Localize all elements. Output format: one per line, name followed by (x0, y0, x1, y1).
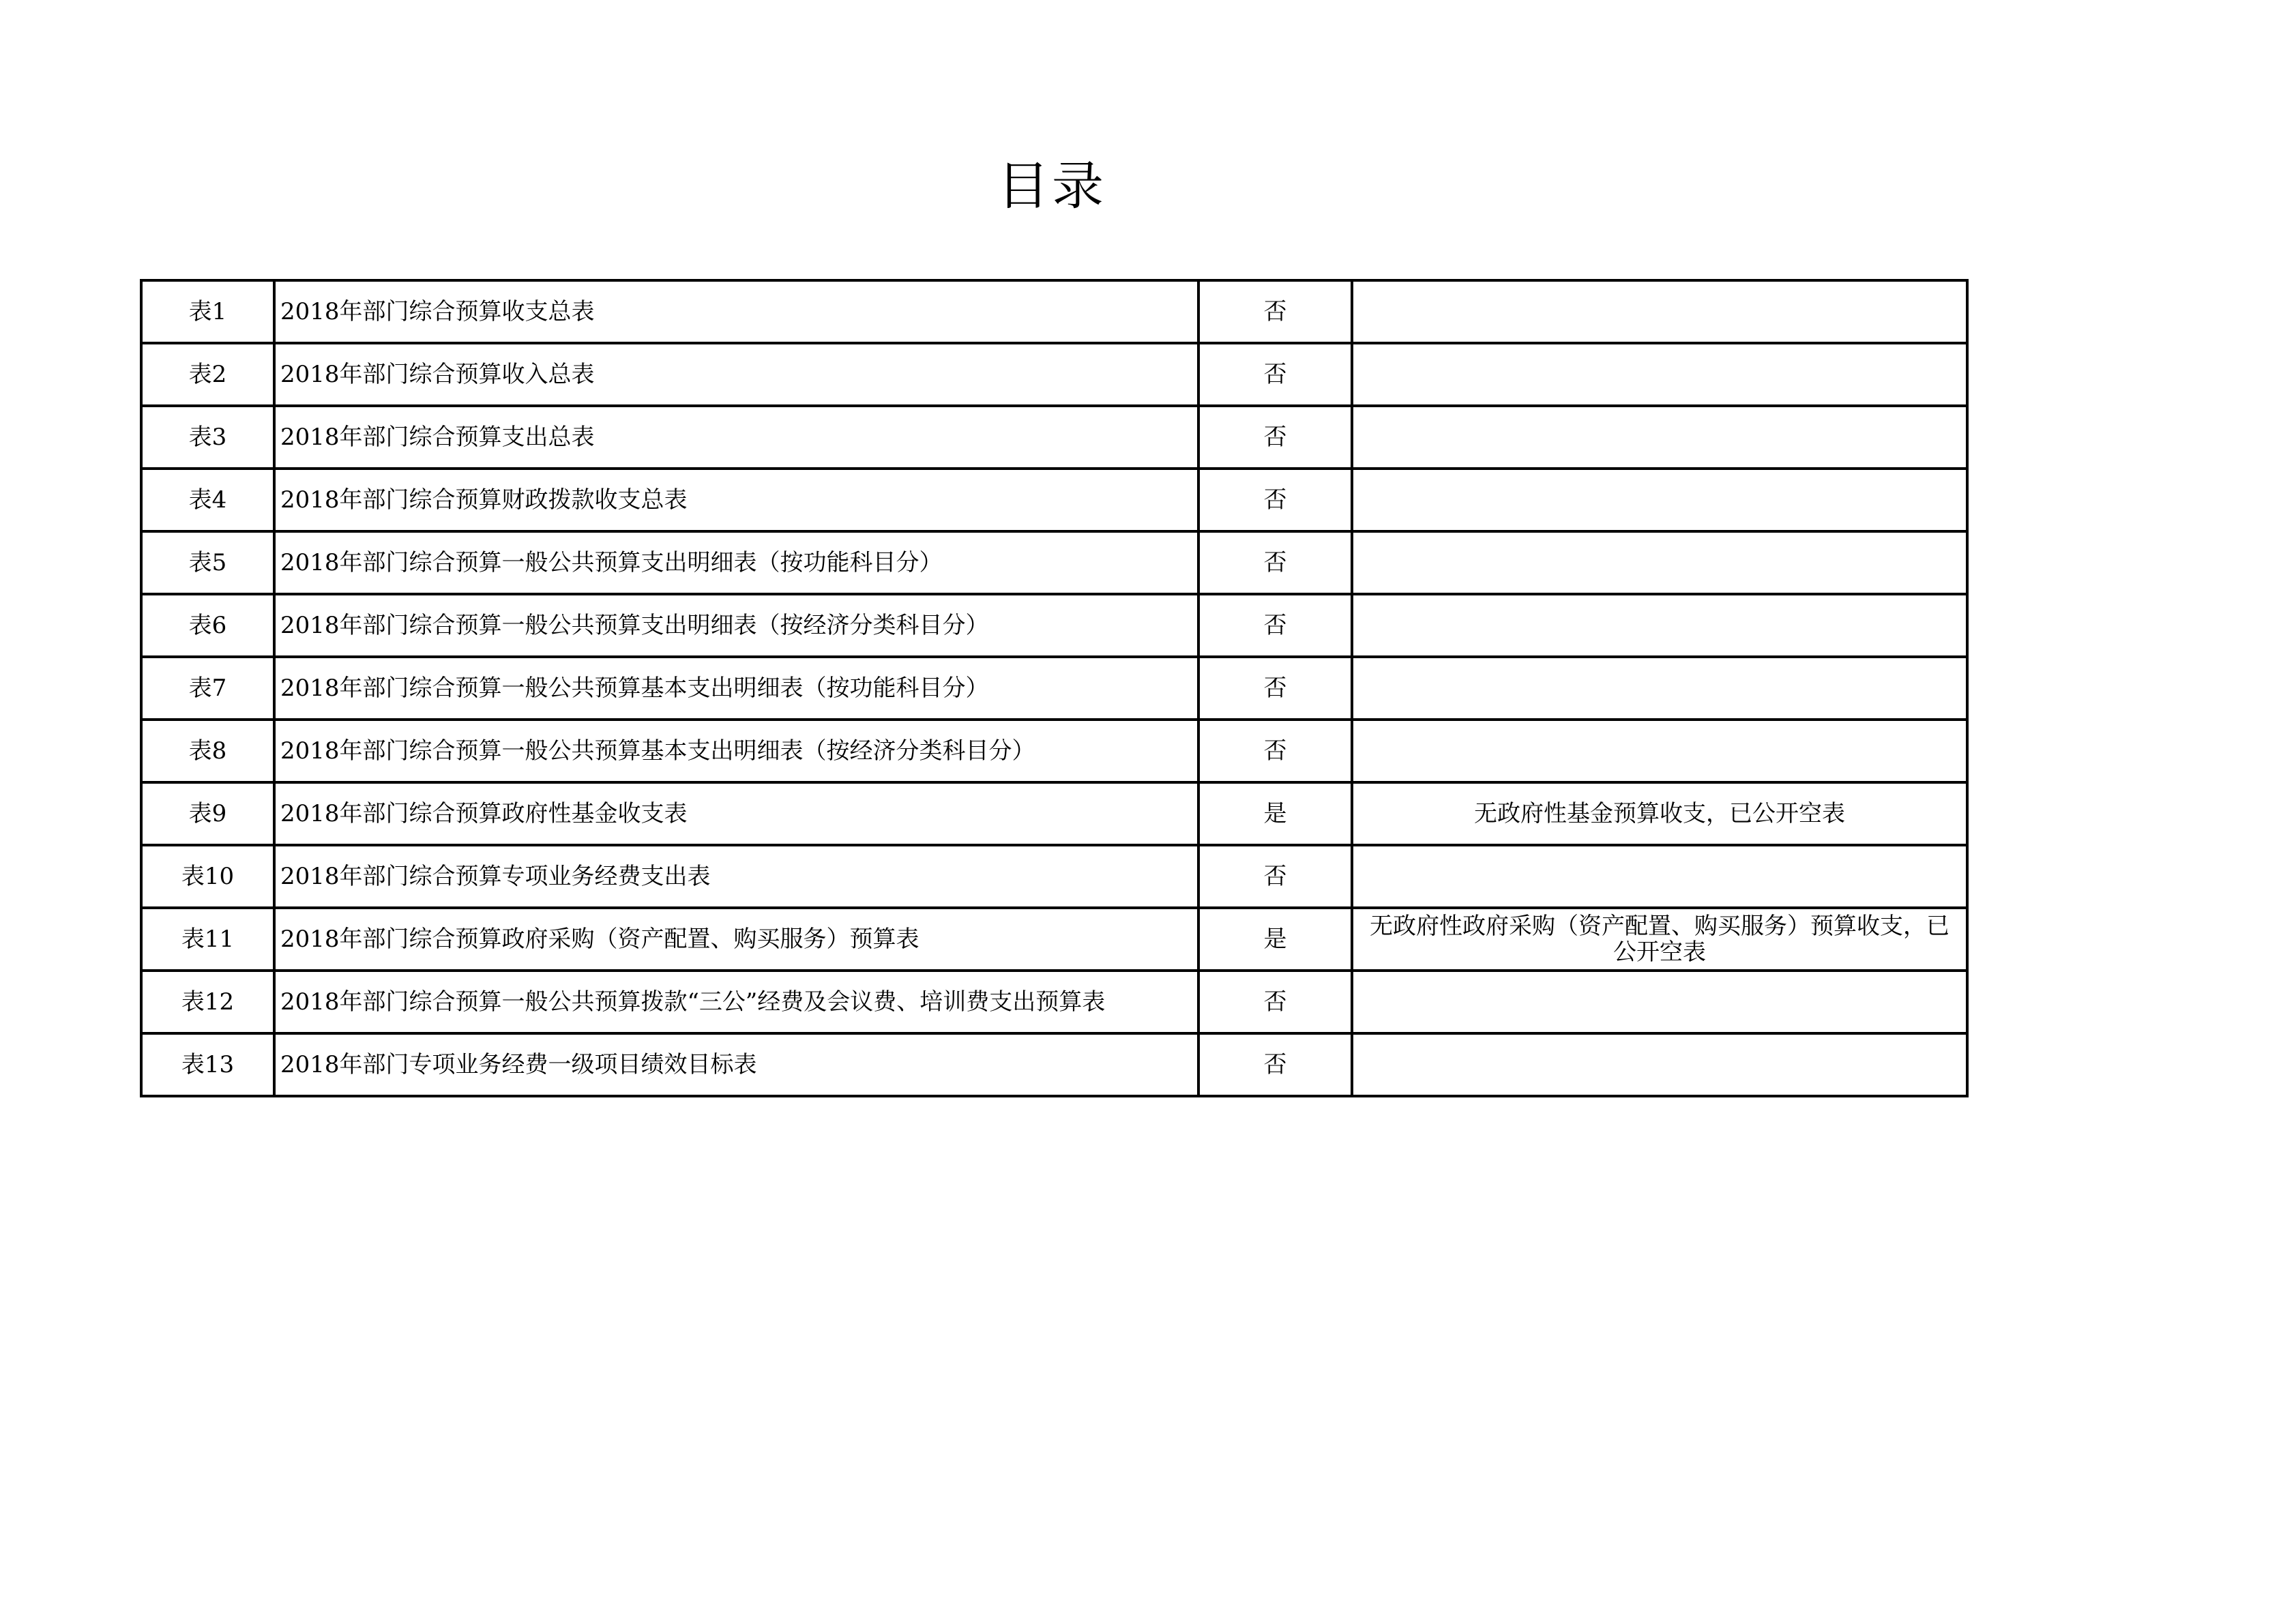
table-name-cell: 2018年部门综合预算一般公共预算基本支出明细表（按经济分类科目分） (274, 720, 1198, 782)
table-number-cell: 表2 (141, 343, 274, 406)
note-cell (1352, 1033, 1967, 1096)
table-number-cell: 表11 (141, 908, 274, 971)
empty-flag-cell: 否 (1198, 720, 1352, 782)
table-number-cell: 表1 (141, 280, 274, 343)
empty-flag-cell: 否 (1198, 280, 1352, 343)
table-name-cell: 2018年部门综合预算专项业务经费支出表 (274, 845, 1198, 908)
table-row (141, 469, 1967, 531)
empty-flag-cell: 是 (1198, 908, 1352, 971)
table-name-cell: 2018年部门综合预算财政拨款收支总表 (274, 469, 1198, 531)
table-row (141, 406, 1967, 469)
empty-flag-cell: 否 (1198, 971, 1352, 1033)
table-row (141, 1033, 1967, 1096)
table-number-cell: 表12 (141, 971, 274, 1033)
table-name-cell: 2018年部门综合预算支出总表 (274, 406, 1198, 469)
note-cell (1352, 845, 1967, 908)
empty-flag-cell: 否 (1198, 531, 1352, 594)
table-number-cell: 表3 (141, 406, 274, 469)
table-name-cell: 2018年部门综合预算一般公共预算支出明细表（按功能科目分） (274, 531, 1198, 594)
empty-flag-cell: 否 (1198, 1033, 1352, 1096)
empty-flag-cell: 否 (1198, 845, 1352, 908)
toc-table (140, 279, 1969, 1097)
table-row (141, 531, 1967, 594)
table-name-cell: 2018年部门综合预算政府采购（资产配置、购买服务）预算表 (274, 908, 1198, 971)
table-name-cell: 2018年部门综合预算一般公共预算支出明细表（按经济分类科目分） (274, 594, 1198, 657)
page-title: 目录 (997, 156, 1106, 216)
table-name-cell: 2018年部门综合预算收入总表 (274, 343, 1198, 406)
note-cell (1352, 343, 1967, 406)
table-number-cell: 表7 (141, 657, 274, 720)
note-cell: 无政府性政府采购（资产配置、购买服务）预算收支，已公开空表 (1352, 908, 1967, 971)
table-number-cell: 表13 (141, 1033, 274, 1096)
empty-flag-cell: 否 (1198, 406, 1352, 469)
empty-flag-cell: 是 (1198, 782, 1352, 845)
table-number-cell: 表9 (141, 782, 274, 845)
table-number-cell: 表4 (141, 469, 274, 531)
note-cell (1352, 469, 1967, 531)
note-cell (1352, 594, 1967, 657)
table-name-cell: 2018年部门综合预算政府性基金收支表 (274, 782, 1198, 845)
note-cell: 无政府性基金预算收支，已公开空表 (1352, 782, 1967, 845)
table-name-cell: 2018年部门综合预算一般公共预算基本支出明细表（按功能科目分） (274, 657, 1198, 720)
note-cell (1352, 531, 1967, 594)
note-cell (1352, 280, 1967, 343)
table-row (141, 971, 1967, 1033)
table-row (141, 845, 1967, 908)
table-name-cell: 2018年部门综合预算一般公共预算拨款“三公”经费及会议费、培训费支出预算表 (274, 971, 1198, 1033)
table-row (141, 343, 1967, 406)
table-name-cell: 2018年部门综合预算收支总表 (274, 280, 1198, 343)
empty-flag-cell: 否 (1198, 594, 1352, 657)
table-row (141, 782, 1967, 845)
table-row (141, 280, 1967, 343)
table-number-cell: 表6 (141, 594, 274, 657)
empty-flag-cell: 否 (1198, 657, 1352, 720)
table-number-cell: 表5 (141, 531, 274, 594)
table-number-cell: 表8 (141, 720, 274, 782)
note-cell (1352, 406, 1967, 469)
empty-flag-cell: 否 (1198, 469, 1352, 531)
note-cell (1352, 657, 1967, 720)
table-number-cell: 表10 (141, 845, 274, 908)
empty-flag-cell: 否 (1198, 343, 1352, 406)
note-cell (1352, 720, 1967, 782)
table-row (141, 594, 1967, 657)
table-row (141, 720, 1967, 782)
table-row (141, 908, 1967, 971)
table-row (141, 657, 1967, 720)
table-name-cell: 2018年部门专项业务经费一级项目绩效目标表 (274, 1033, 1198, 1096)
note-cell (1352, 971, 1967, 1033)
